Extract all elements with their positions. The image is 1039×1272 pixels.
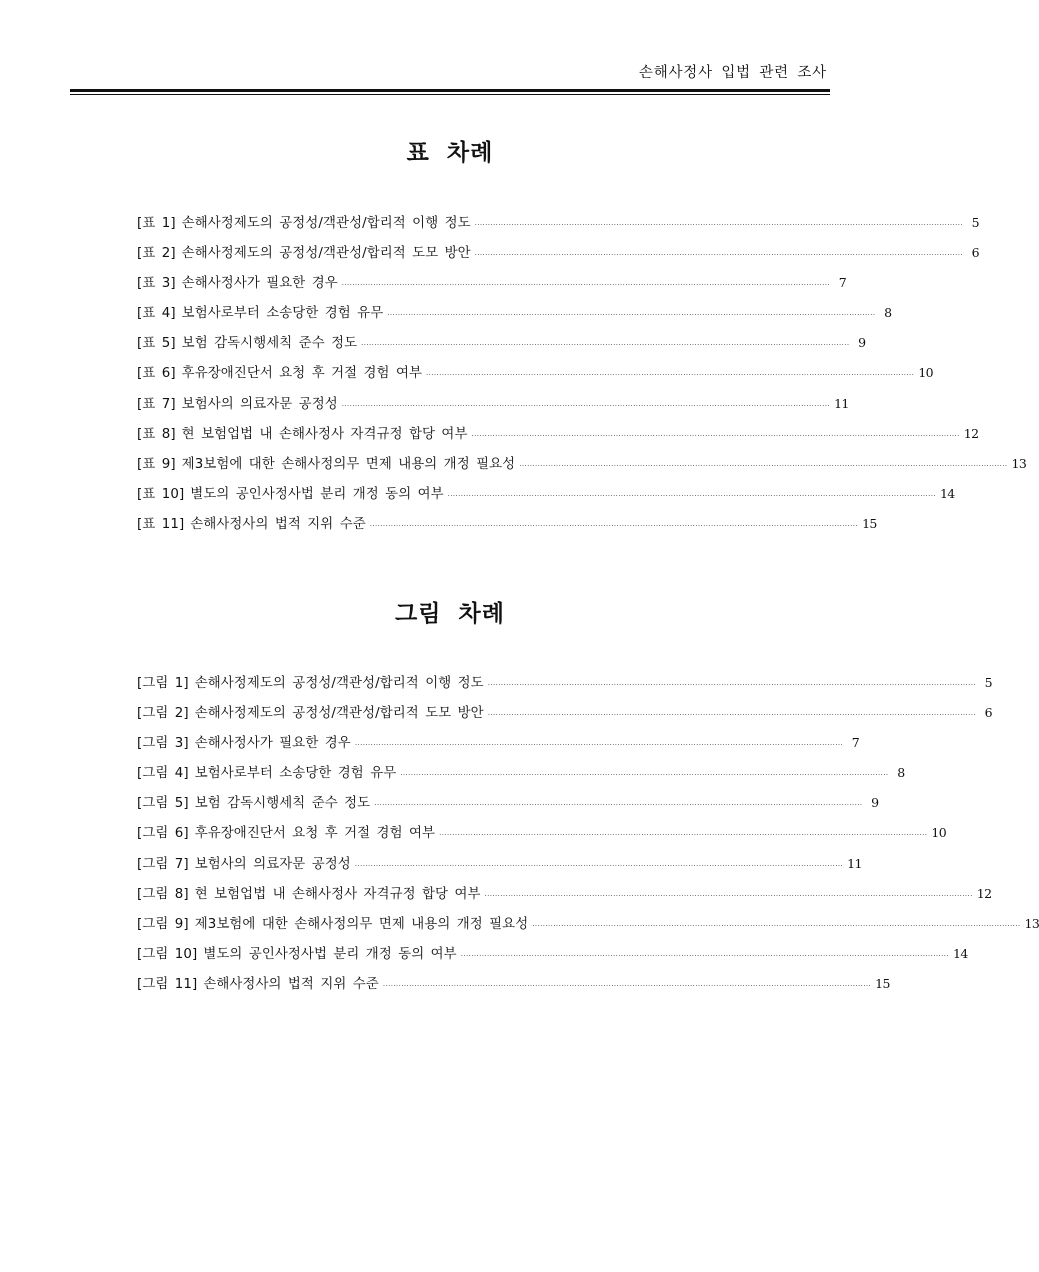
header-rule-thick [70,89,830,92]
toc-entry-page: 13 [1024,915,1039,931]
header-rule-thin [70,94,830,95]
toc-dot-leader: ·························································································································································································· [382,981,872,990]
toc-entry-title: 후유장애진단서 요청 후 거절 경험 여부 [181,366,423,382]
toc-dot-leader: ·························································································································································································· [374,801,863,810]
toc-entry-title: 제3보험에 대한 손해사정의무 면제 내용의 개정 필요성 [181,456,516,472]
toc-entry-title: 현 보험업법 내 손해사정사 자격규정 합당 여부 [181,426,468,442]
running-header-title: 손해사정사 입법 관련 조사 [638,65,827,81]
figures-toc-list [137,668,1039,999]
toc-entry[interactable] [137,818,947,848]
toc-dot-leader: ·························································································································································································· [487,711,976,720]
toc-entry-label: [표 5] [137,336,176,352]
toc-entry-page: 7 [838,275,847,291]
toc-entry[interactable] [137,728,860,758]
toc-entry-title: 손해사정사가 필요한 경우 [181,276,338,292]
toc-entry-title: 후유장애진단서 요청 후 거절 경험 여부 [194,826,436,842]
toc-dot-leader: ·························································································································································································· [484,891,973,900]
toc-entry[interactable] [137,758,905,788]
toc-entry-page: 10 [931,825,947,841]
toc-entry-title: 손해사정제도의 공정성/객관성/합리적 도모 방안 [194,706,484,722]
toc-entry-page: 15 [875,975,890,991]
toc-entry[interactable] [137,328,866,358]
toc-entry-label: [표 2] [137,246,176,262]
toc-entry-title: 별도의 공인사정사법 분리 개정 동의 여부 [190,486,444,502]
toc-dot-leader: ·························································································································································································· [519,461,1008,470]
toc-entry[interactable] [137,698,992,728]
toc-entry-title: 보험 감독시행세칙 준수 정도 [194,796,371,812]
toc-dot-leader: ·························································································································································································· [426,371,915,380]
toc-entry-label: [그림 5] [137,796,189,812]
toc-entry-title: 손해사정제도의 공정성/객관성/합리적 이행 정도 [181,216,471,231]
toc-entry-title: 손해사정제도의 공정성/객관성/합리적 이행 정도 [194,676,484,691]
toc-entry[interactable] [137,879,992,909]
toc-entry-page: 11 [847,855,862,871]
toc-entry-label: [표 3] [137,276,176,292]
toc-dot-leader: ·························································································································································································· [400,771,889,780]
toc-entry-label: [그림 4] [137,766,189,782]
toc-entry-label: [표 11] [137,516,185,532]
toc-dot-leader: ·························································································································································································· [471,431,960,440]
toc-dot-leader: ·························································································································································································· [439,831,928,840]
toc-dot-leader: ·························································································································································································· [487,681,976,689]
toc-entry[interactable] [137,849,862,879]
toc-entry-title: 제3보험에 대한 손해사정의무 면제 내용의 개정 필요성 [194,916,529,932]
toc-entry[interactable] [137,389,849,419]
toc-entry-label: [표 10] [137,486,185,502]
toc-dot-leader: ·························································································································································································· [460,951,949,960]
toc-entry[interactable] [137,268,847,298]
toc-entry[interactable] [137,668,992,698]
toc-entry[interactable] [137,788,879,818]
toc-entry-page: 12 [976,885,992,901]
toc-entry-label: [그림 7] [137,856,189,872]
toc-entry-label: [그림 2] [137,706,189,722]
toc-dot-leader: ·························································································································································································· [341,281,831,290]
toc-entry[interactable] [137,909,1039,939]
toc-dot-leader: ·························································································································································································· [341,401,831,410]
toc-entry[interactable] [137,479,955,509]
toc-entry-page: 14 [939,485,955,501]
toc-dot-leader: ·························································································································································································· [447,491,936,500]
toc-entry-title: 보험사로부터 소송당한 경험 유무 [194,766,397,782]
tables-toc-title: 표 차례 [406,140,494,166]
toc-entry-page: 6 [971,245,979,261]
toc-entry[interactable] [137,238,979,268]
toc-entry[interactable] [137,208,979,238]
toc-dot-leader: ·························································································································································································· [532,921,1021,930]
toc-entry-title: 손해사정제도의 공정성/객관성/합리적 도모 방안 [181,246,471,262]
toc-dot-leader: ·························································································································································································· [387,311,876,320]
toc-entry-label: [그림 9] [137,916,189,932]
toc-entry[interactable] [137,298,892,328]
toc-entry-title: 손해사정사의 법적 지위 수준 [203,976,379,992]
toc-entry-page: 12 [963,425,979,441]
toc-entry-label: [표 4] [137,306,176,322]
toc-entry-label: [표 9] [137,456,176,472]
toc-dot-leader: ·························································································································································································· [369,521,859,530]
toc-entry-label: [그림 6] [137,826,189,842]
toc-entry-title: 별도의 공인사정사법 분리 개정 동의 여부 [203,946,457,962]
toc-entry-title: 보험사의 의료자문 공정성 [194,856,351,872]
toc-dot-leader: ·························································································································································································· [474,251,963,260]
tables-toc-list [137,208,1027,539]
toc-entry-label: [그림 3] [137,736,189,752]
toc-entry-title: 보험 감독시행세칙 준수 정도 [181,336,358,352]
toc-dot-leader: ·························································································································································································· [474,221,963,229]
toc-entry[interactable] [137,358,934,388]
toc-entry-page: 5 [984,675,992,690]
toc-entry[interactable] [137,509,877,539]
toc-dot-leader: ·························································································································································································· [354,741,844,750]
toc-entry[interactable] [137,449,1027,479]
toc-dot-leader: ·························································································································································································· [354,861,844,870]
toc-entry[interactable] [137,419,979,449]
toc-entry-page: 8 [884,305,892,321]
toc-entry-page: 11 [834,395,849,411]
toc-entry-page: 15 [862,515,877,531]
toc-entry-label: [표 6] [137,366,176,382]
toc-entry-title: 보험사의 의료자문 공정성 [181,396,338,412]
toc-entry-label: [그림 11] [137,976,198,992]
toc-entry-page: 5 [971,215,979,230]
toc-entry-label: [그림 8] [137,886,189,902]
toc-entry-label: [표 8] [137,426,176,442]
toc-dot-leader: ·························································································································································································· [361,341,850,350]
figures-toc-title: 그림 차례 [395,601,505,627]
toc-entry-title: 현 보험업법 내 손해사정사 자격규정 합당 여부 [194,886,481,902]
toc-entry-page: 13 [1011,455,1027,471]
toc-entry-label: [표 1] [137,216,176,231]
toc-entry-title: 손해사정사의 법적 지위 수준 [190,516,366,532]
toc-entry-page: 7 [851,735,860,751]
toc-entry-page: 14 [953,945,968,961]
toc-entry-page: 6 [984,705,992,721]
toc-entry-page: 8 [897,765,905,781]
toc-entry-title: 보험사로부터 소송당한 경험 유무 [181,306,384,322]
toc-entry-title: 손해사정사가 필요한 경우 [194,736,351,752]
toc-entry-page: 9 [858,335,866,351]
toc-entry[interactable] [137,939,968,969]
toc-entry-label: [그림 1] [137,676,189,691]
toc-entry-label: [표 7] [137,396,176,412]
toc-entry-page: 10 [918,365,934,381]
toc-entry-label: [그림 10] [137,946,198,962]
toc-entry-page: 9 [871,795,879,811]
toc-entry[interactable] [137,969,890,999]
